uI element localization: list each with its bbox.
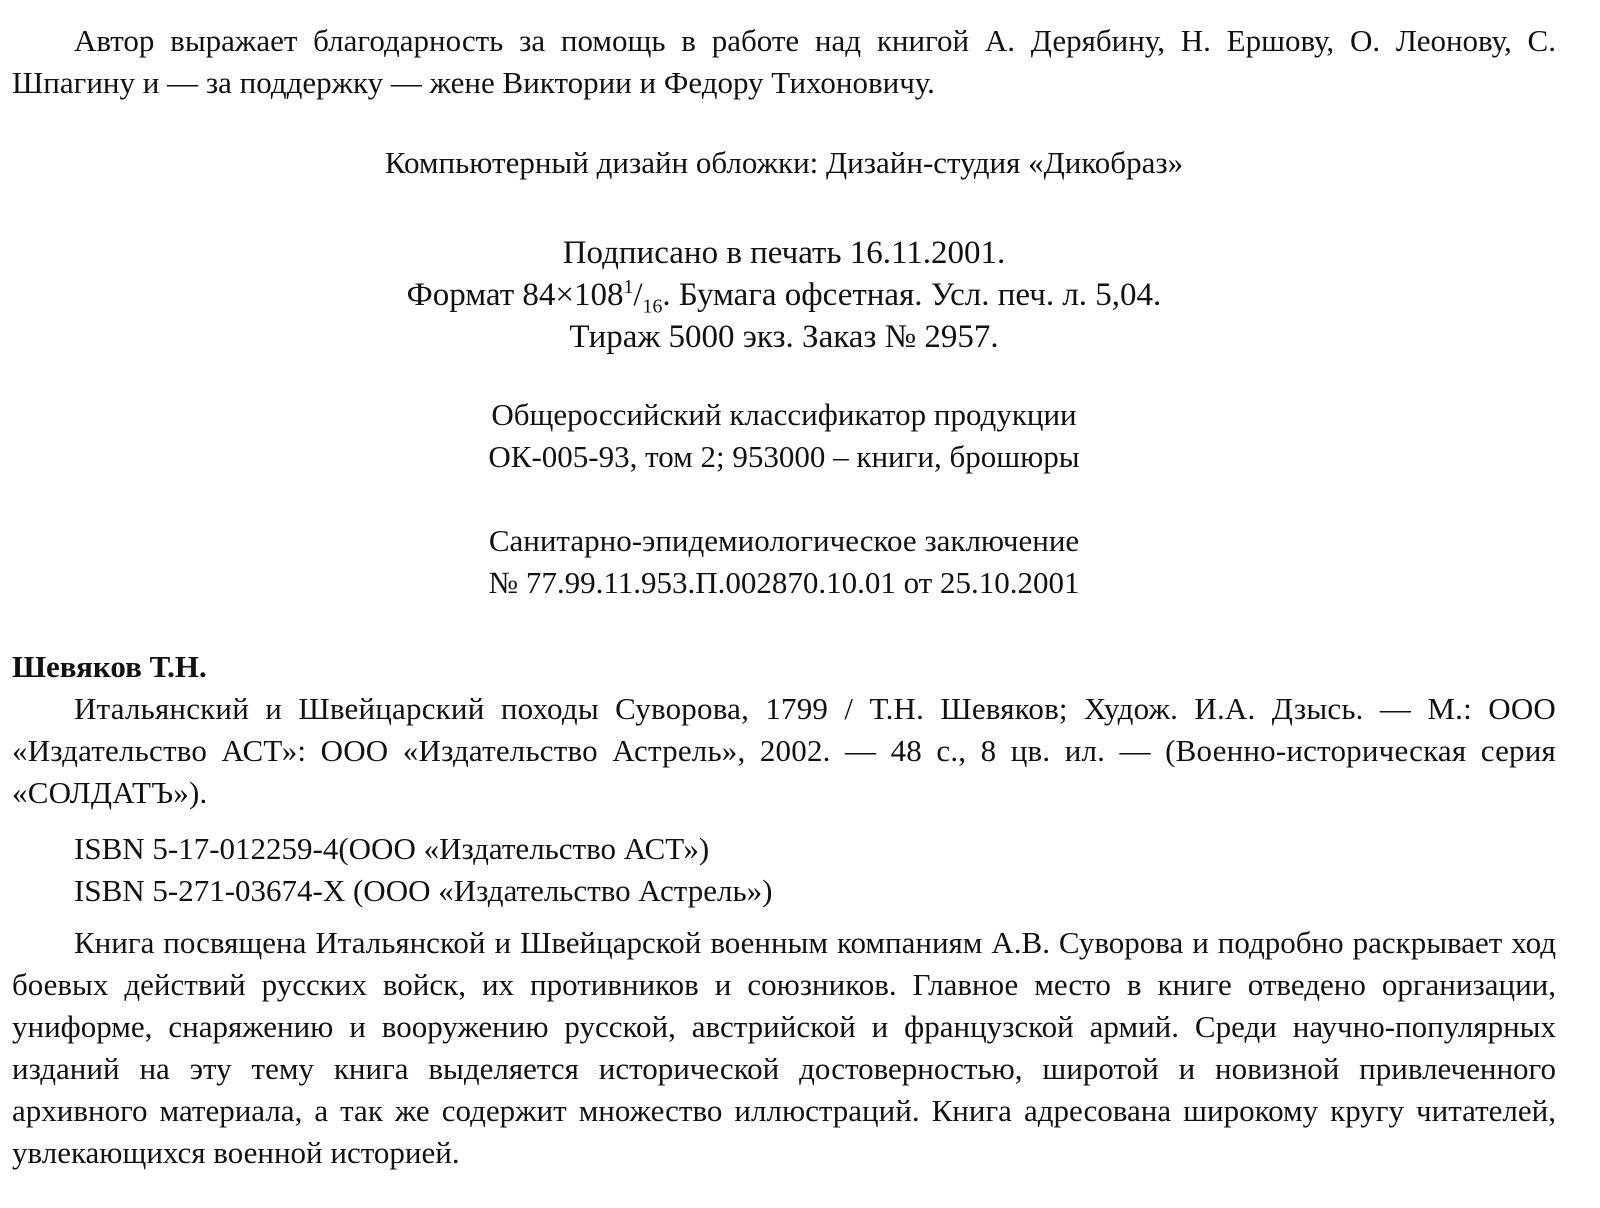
sanitary-line-1: Санитарно-эпидемиологическое заключение [488,523,1080,558]
isbn-line-2: ISBN 5-271-03674-Х (ООО «Издательство Астрель») [74,873,773,908]
isbn-list [12,828,1556,912]
format-prefix: Формат 84×108 [406,277,624,313]
print-info [12,232,1556,358]
sanitary-line-2: № 77.99.11.953.П.002870.10.01 от 25.10.2001 [488,565,1080,600]
sanitary-conclusion [12,520,1556,604]
format-suffix: . Бумага офсетная. Усл. печ. л. 5,04. [662,277,1162,313]
cover-design-credit: Компьютерный дизайн обложки: Дизайн-студия «Дикобраз» [384,145,1184,180]
classifier-line-2: ОК-005-93, том 2; 953000 – книги, брошюры [488,439,1080,474]
format-numerator: 1 [623,276,634,298]
author-heading: Шевяков Т.Н. [12,649,207,684]
print-format [12,274,1556,316]
acknowledgement-paragraph: Автор выражает благодарность за помощь в работе над книгой А. Дерябину, Н. Ершову, О. Леонову, С. Шпагину и — за поддержку — жене Виктории и Федору Тихоновичу. [12,23,1556,100]
classifier-line-1: Общероссийский классификатор продукции [491,397,1077,432]
print-run: Тираж 5000 экз. Заказ № 2957. [569,319,999,355]
print-signed-date: Подписано в печать 16.11.2001. [562,235,1006,271]
isbn-line-1: ISBN 5-17-012259-4(ООО «Издательство АСТ») [74,831,710,866]
format-denominator: 16 [642,295,663,318]
format-slash: / [633,277,643,313]
product-classifier [12,394,1556,478]
abstract-paragraph: Книга посвящена Итальянской и Швейцарской военным компаниям А.В. Суворова и подробно раскрывает ход боевых действий русских войск, их противников и союзников. Главное место в книге отведено организации, униформе, снаряжению и вооружению русской, австрийской и французской армий. Среди научно-популярных изданий на эту тему книга выделяется исторической достоверностью, широтой и новизной привлеченного архивного материала, а так же содержит множество иллюстраций. Книга адресована широкому кругу читателей, увлекающихся военной историей. [12,925,1556,1170]
bibliographic-citation: Итальянский и Швейцарский походы Суворова, 1799 / Т.Н. Шевяков; Худож. И.А. Дзысь. — М.: ООО «Издательство АСТ»: ООО «Издательство Астрель», 2002. — 48 с., 8 цв. ил. — (Военно-историческая серия «СОЛДАТЪ»). [12,691,1556,810]
